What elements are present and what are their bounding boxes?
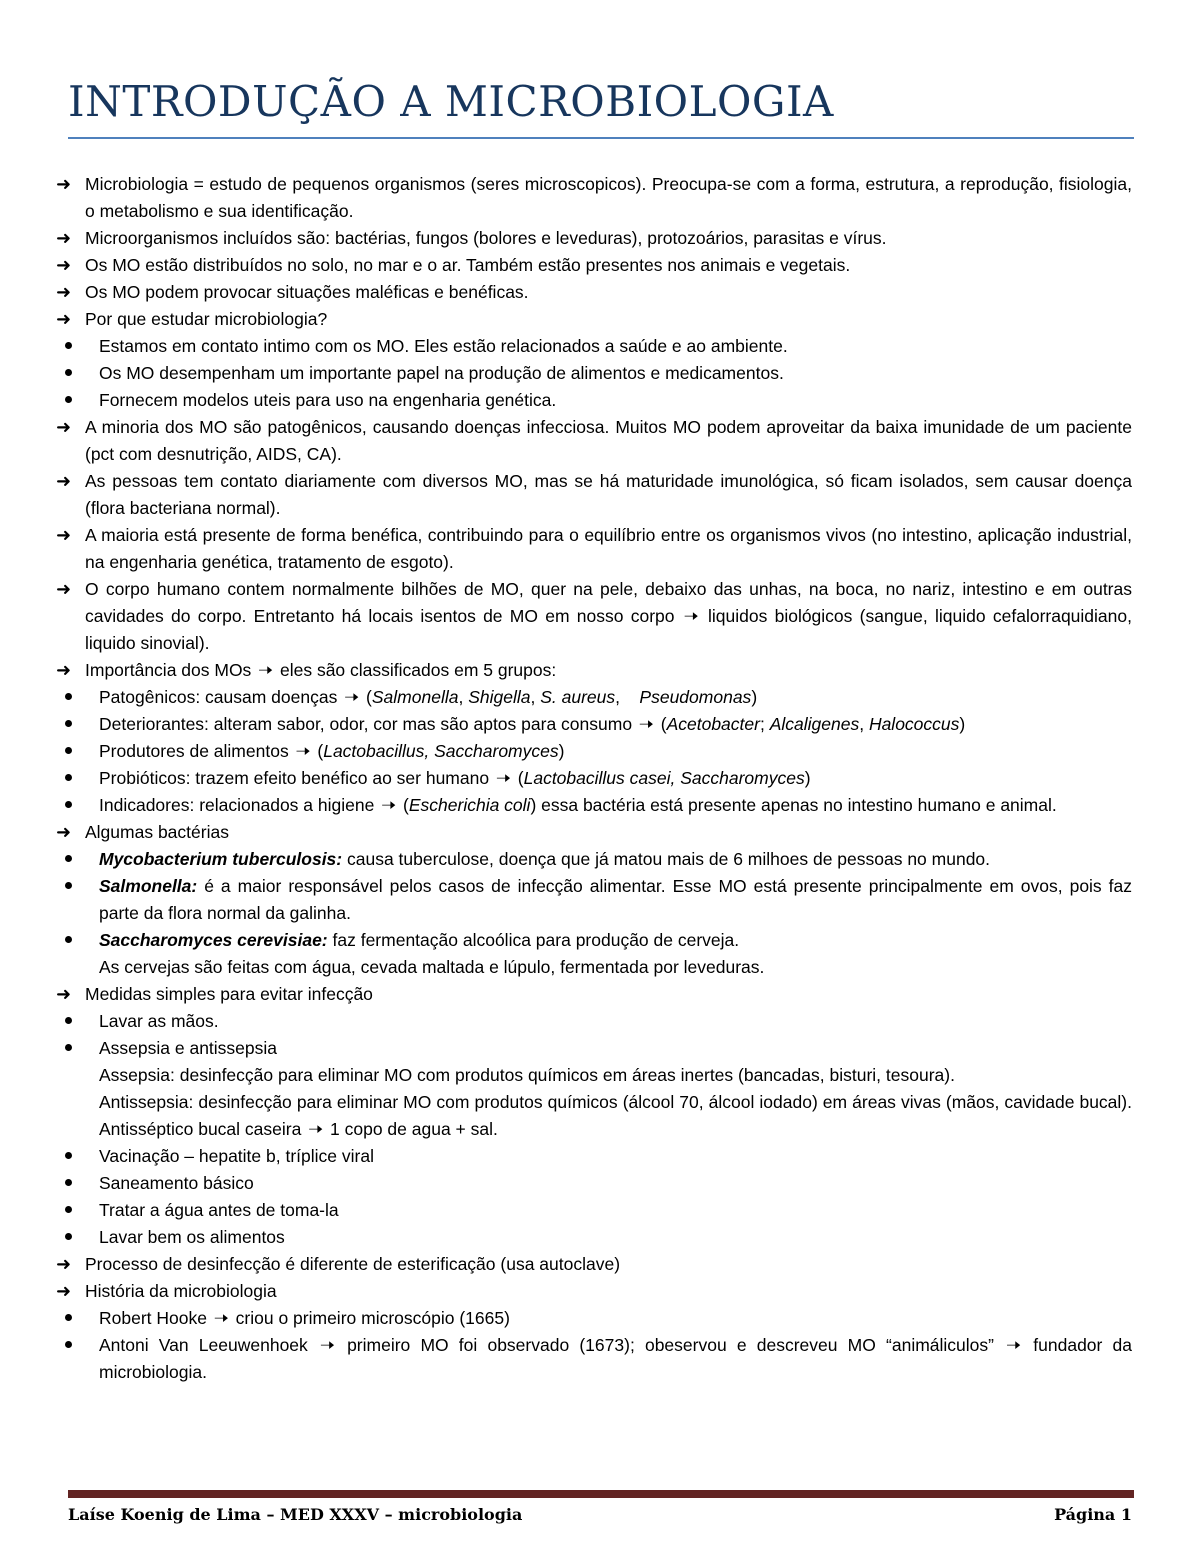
list-item-text: Assepsia e antissepsia	[99, 1038, 278, 1058]
arrow-list-item	[56, 414, 1132, 468]
bullet-icon	[62, 360, 74, 387]
list-item-text: Algumas bactérias	[85, 822, 229, 842]
arrow-list-item	[56, 171, 1132, 225]
bullet-icon	[62, 1224, 74, 1251]
list-item-text: Microbiologia = estudo de pequenos organismos (seres microscopicos). Preocupa-se com a forma, estrutura, a reprodução, fisiologia, o metabolismo e sua identificação.	[85, 174, 1132, 221]
right-arrow-icon: 🠢	[258, 660, 274, 680]
list-item-text: Tratar a água antes de toma-la	[99, 1200, 339, 1220]
list-item-text: Os MO estão distribuídos no solo, no mar e o ar. Também estão presentes nos animais e vegetais.	[85, 255, 851, 275]
arrow-list-item	[56, 981, 1132, 1008]
list-item-continuation	[56, 1089, 1132, 1143]
right-arrow-icon: 🠢	[344, 687, 360, 707]
list-item-text: Medidas simples para evitar infecção	[85, 984, 373, 1004]
arrow-list-item	[56, 468, 1132, 522]
list-item-text: Por que estudar microbiologia?	[85, 309, 328, 329]
list-item-text: Assepsia: desinfecção para eliminar MO com produtos químicos em áreas inertes (bancadas, bisturi, tesoura).	[99, 1065, 955, 1085]
bullet-list-item	[56, 1305, 1132, 1332]
right-arrow-icon: 🠢	[683, 606, 699, 626]
right-arrow-icon: ➜	[56, 822, 72, 842]
list-item-text: Microorganismos incluídos são: bactérias, fungos (bolores e leveduras), protozoários, parasitas e vírus.	[85, 228, 887, 248]
bullet-list-item	[56, 1332, 1132, 1386]
list-item-text: Estamos em contato intimo com os MO. Eles estão relacionados a saúde e ao ambiente.	[99, 336, 788, 356]
list-item-text: Produtores de alimentos 🠢 (Lactobacillus, Saccharomyces)	[99, 741, 565, 761]
page-title: INTRODUÇÃO A MICROBIOLOGIA	[68, 77, 834, 126]
bullet-icon	[62, 711, 74, 738]
bullet-icon	[62, 333, 74, 360]
right-arrow-icon: 🠢	[638, 714, 654, 734]
footer-divider	[68, 1490, 1134, 1498]
list-item-text: Indicadores: relacionados a higiene 🠢 (Escherichia coli) essa bactéria está presente apenas no intestino humano e animal.	[99, 795, 1057, 815]
list-item-text: Antissepsia: desinfecção para eliminar MO com produtos químicos (álcool 70, álcool iodado) em áreas vivas (mãos, cavidade bucal). Antisséptico bucal caseira 🠢 1 copo de agua + sal.	[99, 1092, 1132, 1139]
right-arrow-icon: ➜	[56, 174, 72, 194]
list-item-text: Deteriorantes: alteram sabor, odor, cor mas são aptos para consumo 🠢 (Acetobacter; Alcaligenes, Halococcus)	[99, 714, 966, 734]
bullet-icon	[62, 1332, 74, 1359]
document-body	[56, 171, 1132, 1386]
right-arrow-icon: 🠢	[213, 1308, 229, 1328]
list-item-text: Antoni Van Leeuwenhoek 🠢 primeiro MO foi observado (1673); obeservou e descreveu MO “animáliculos” 🠢 fundador da microbiologia.	[99, 1335, 1132, 1382]
bullet-list-item	[56, 1008, 1132, 1035]
list-item-continuation	[56, 954, 1132, 981]
right-arrow-icon: ➜	[56, 1281, 72, 1301]
bullet-icon	[62, 1008, 74, 1035]
arrow-list-item	[56, 1251, 1132, 1278]
list-item-text: Saneamento básico	[99, 1173, 254, 1193]
bullet-list-item	[56, 873, 1132, 927]
list-item-text: História da microbiologia	[85, 1281, 277, 1301]
bullet-icon	[62, 1305, 74, 1332]
bullet-list-item	[56, 333, 1132, 360]
bullet-icon	[62, 765, 74, 792]
bullet-list-item	[56, 711, 1132, 738]
bullet-list-item	[56, 360, 1132, 387]
arrow-list-item	[56, 522, 1132, 576]
bullet-icon	[62, 1170, 74, 1197]
arrow-list-item	[56, 279, 1132, 306]
bullet-icon	[62, 792, 74, 819]
bullet-icon	[62, 927, 74, 954]
right-arrow-icon: 🠢	[308, 1119, 324, 1139]
arrow-list-item	[56, 576, 1132, 657]
bullet-list-item	[56, 1224, 1132, 1251]
footer-page-number: Página 1	[1054, 1505, 1132, 1524]
arrow-list-item	[56, 225, 1132, 252]
bullet-list-item	[56, 765, 1132, 792]
arrow-list-item	[56, 819, 1132, 846]
right-arrow-icon: ➜	[56, 228, 72, 248]
list-item-text: Os MO podem provocar situações maléficas e benéficas.	[85, 282, 529, 302]
list-item-text: Fornecem modelos uteis para uso na engenharia genética.	[99, 390, 557, 410]
right-arrow-icon: ➜	[56, 417, 72, 437]
list-item-text: Saccharomyces cerevisiae: faz fermentação alcoólica para produção de cerveja.	[99, 930, 740, 950]
list-item-text: Mycobacterium tuberculosis: causa tuberculose, doença que já matou mais de 6 milhoes de pessoas no mundo.	[99, 849, 991, 869]
bullet-list-item	[56, 684, 1132, 711]
list-item-text: As pessoas tem contato diariamente com diversos MO, mas se há maturidade imunológica, só ficam isolados, sem causar doença (flora bacteriana normal).	[85, 471, 1132, 518]
list-item-text: Processo de desinfecção é diferente de esterificação (usa autoclave)	[85, 1254, 621, 1274]
bullet-icon	[62, 1143, 74, 1170]
list-item-text: Probióticos: trazem efeito benéfico ao ser humano 🠢 (Lactobacillus casei, Saccharomyces)	[99, 768, 811, 788]
list-item-text: Os MO desempenham um importante papel na produção de alimentos e medicamentos.	[99, 363, 784, 383]
right-arrow-icon: ➜	[56, 309, 72, 329]
bullet-list-item	[56, 738, 1132, 765]
arrow-list-item	[56, 1278, 1132, 1305]
arrow-list-item	[56, 252, 1132, 279]
right-arrow-icon: 🠢	[295, 741, 311, 761]
footer-author: Laíse Koenig de Lima – MED XXXV – microbiologia	[68, 1505, 523, 1524]
right-arrow-icon: ➜	[56, 984, 72, 1004]
bullet-icon	[62, 684, 74, 711]
list-item-text: Salmonella: é a maior responsável pelos casos de infecção alimentar. Esse MO está presente principalmente em ovos, pois faz parte da flora normal da galinha.	[99, 876, 1132, 923]
list-item-text: Lavar as mãos.	[99, 1011, 219, 1031]
list-item-continuation	[56, 1062, 1132, 1089]
bullet-icon	[62, 387, 74, 414]
list-item-text: O corpo humano contem normalmente bilhões de MO, quer na pele, debaixo das unhas, na boca, no nariz, intestino e em outras cavidades do corpo. Entretanto há locais isentos de MO em nosso corpo 🠢 liquidos biológicos (sangue, liquido cefalorraquidiano, liquido sinovial).	[85, 579, 1132, 653]
right-arrow-icon: ➜	[56, 1254, 72, 1274]
right-arrow-icon: 🠢	[381, 795, 397, 815]
list-item-text: A maioria está presente de forma benéfica, contribuindo para o equilíbrio entre os organismos vivos (no intestino, aplicação industrial, na engenharia genética, tratamento de esgoto).	[85, 525, 1132, 572]
bullet-list-item	[56, 1170, 1132, 1197]
bullet-icon	[62, 873, 74, 900]
right-arrow-icon: ➜	[56, 255, 72, 275]
bullet-list-item	[56, 846, 1132, 873]
bullet-icon	[62, 846, 74, 873]
bullet-list-item	[56, 1035, 1132, 1062]
right-arrow-icon: ➜	[56, 282, 72, 302]
right-arrow-icon: ➜	[56, 525, 72, 545]
right-arrow-icon: 🠢	[495, 768, 511, 788]
list-item-text: Robert Hooke 🠢 criou o primeiro microscópio (1665)	[99, 1308, 510, 1328]
list-item-text: Lavar bem os alimentos	[99, 1227, 285, 1247]
list-item-text: As cervejas são feitas com água, cevada maltada e lúpulo, fermentada por leveduras.	[99, 957, 765, 977]
bullet-list-item	[56, 927, 1132, 954]
bullet-icon	[62, 738, 74, 765]
arrow-list-item	[56, 657, 1132, 684]
list-item-text: Patogênicos: causam doenças 🠢 (Salmonella, Shigella, S. aureus, Pseudomonas)	[99, 687, 758, 707]
list-item-text: A minoria dos MO são patogênicos, causando doenças infecciosa. Muitos MO podem aproveitar da baixa imunidade de um paciente (pct com desnutrição, AIDS, CA).	[85, 417, 1132, 464]
bullet-icon	[62, 1035, 74, 1062]
title-divider	[68, 137, 1134, 139]
bullet-list-item	[56, 1197, 1132, 1224]
list-item-text: Importância dos MOs 🠢 eles são classificados em 5 grupos:	[85, 660, 557, 680]
bullet-icon	[62, 1197, 74, 1224]
right-arrow-icon: ➜	[56, 579, 72, 599]
right-arrow-icon: 🠢	[1006, 1335, 1022, 1355]
bullet-list-item	[56, 1143, 1132, 1170]
bullet-list-item	[56, 387, 1132, 414]
arrow-list-item	[56, 306, 1132, 333]
right-arrow-icon: ➜	[56, 471, 72, 491]
right-arrow-icon: 🠢	[319, 1335, 335, 1355]
bullet-list-item	[56, 792, 1132, 819]
right-arrow-icon: ➜	[56, 660, 72, 680]
list-item-text: Vacinação – hepatite b, tríplice viral	[99, 1146, 374, 1166]
